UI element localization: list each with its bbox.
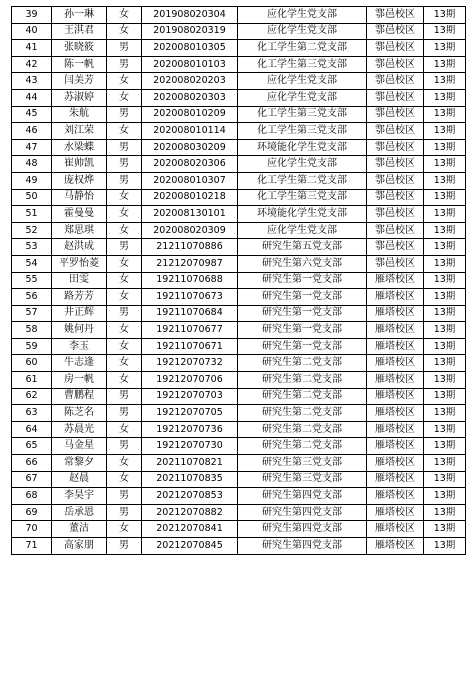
table-row [12, 338, 466, 355]
name-cell: 董洁 [52, 521, 107, 538]
student-id-cell: 202008020309 [142, 222, 238, 239]
row-number-cell: 62 [12, 388, 52, 405]
campus-cell: 鄠邑校区 [367, 239, 424, 256]
student-id-cell: 19212070703 [142, 388, 238, 405]
table-row [12, 106, 466, 123]
campus-cell: 鄠邑校区 [367, 106, 424, 123]
row-number-cell: 66 [12, 455, 52, 472]
student-id-cell: 202008130101 [142, 206, 238, 223]
table-row [12, 521, 466, 538]
student-id-cell: 202008020306 [142, 156, 238, 173]
table-row [12, 255, 466, 272]
table-row [12, 438, 466, 455]
campus-cell: 鄠邑校区 [367, 172, 424, 189]
period-cell: 13期 [424, 106, 466, 123]
gender-cell: 女 [107, 23, 142, 40]
table-row [12, 305, 466, 322]
period-cell: 13期 [424, 471, 466, 488]
campus-cell: 雁塔校区 [367, 471, 424, 488]
period-cell: 13期 [424, 355, 466, 372]
table-row [12, 272, 466, 289]
student-id-cell: 19212070705 [142, 405, 238, 422]
student-id-cell: 202008030209 [142, 139, 238, 156]
name-cell: 崔帅凯 [52, 156, 107, 173]
period-cell: 13期 [424, 156, 466, 173]
student-id-cell: 202008010307 [142, 172, 238, 189]
party-branch-cell: 应化学生党支部 [238, 7, 367, 24]
party-branch-cell: 环境能化学生党支部 [238, 206, 367, 223]
party-branch-cell: 应化学生党支部 [238, 222, 367, 239]
period-cell: 13期 [424, 438, 466, 455]
gender-cell: 男 [107, 305, 142, 322]
name-cell: 赵洪成 [52, 239, 107, 256]
period-cell: 13期 [424, 172, 466, 189]
row-number-cell: 51 [12, 206, 52, 223]
gender-cell: 男 [107, 438, 142, 455]
party-branch-cell: 环境能化学生党支部 [238, 139, 367, 156]
party-branch-cell: 应化学生党支部 [238, 73, 367, 90]
name-cell: 李昊宇 [52, 488, 107, 505]
period-cell: 13期 [424, 305, 466, 322]
campus-cell: 雁塔校区 [367, 521, 424, 538]
period-cell: 13期 [424, 222, 466, 239]
student-id-cell: 19211070671 [142, 338, 238, 355]
table-row [12, 156, 466, 173]
party-branch-cell: 研究生第一党支部 [238, 305, 367, 322]
gender-cell: 男 [107, 156, 142, 173]
gender-cell: 女 [107, 372, 142, 389]
campus-cell: 雁塔校区 [367, 338, 424, 355]
period-cell: 13期 [424, 521, 466, 538]
table-row [12, 538, 466, 555]
campus-cell: 鄠邑校区 [367, 156, 424, 173]
party-branch-cell: 化工学生第三党支部 [238, 56, 367, 73]
table-row [12, 504, 466, 521]
party-branch-cell: 研究生第一党支部 [238, 322, 367, 339]
gender-cell: 女 [107, 272, 142, 289]
row-number-cell: 63 [12, 405, 52, 422]
name-cell: 水梁蝶 [52, 139, 107, 156]
name-cell: 闫美芳 [52, 73, 107, 90]
student-id-cell: 202008010209 [142, 106, 238, 123]
student-id-cell: 20212070845 [142, 538, 238, 555]
row-number-cell: 70 [12, 521, 52, 538]
student-id-cell: 202008010103 [142, 56, 238, 73]
period-cell: 13期 [424, 255, 466, 272]
table-row [12, 388, 466, 405]
campus-cell: 雁塔校区 [367, 388, 424, 405]
name-cell: 郑思琪 [52, 222, 107, 239]
name-cell: 马静怡 [52, 189, 107, 206]
student-id-cell: 19212070706 [142, 372, 238, 389]
name-cell: 陈芝名 [52, 405, 107, 422]
gender-cell: 男 [107, 405, 142, 422]
period-cell: 13期 [424, 322, 466, 339]
party-branch-cell: 研究生第二党支部 [238, 405, 367, 422]
student-id-cell: 201908020319 [142, 23, 238, 40]
row-number-cell: 41 [12, 40, 52, 57]
table-row [12, 455, 466, 472]
party-branch-cell: 研究生第四党支部 [238, 488, 367, 505]
table-row [12, 7, 466, 24]
gender-cell: 女 [107, 73, 142, 90]
name-cell: 李玉 [52, 338, 107, 355]
name-cell: 马金星 [52, 438, 107, 455]
period-cell: 13期 [424, 504, 466, 521]
table-row [12, 471, 466, 488]
table-row [12, 172, 466, 189]
gender-cell: 男 [107, 538, 142, 555]
party-branch-cell: 研究生第四党支部 [238, 538, 367, 555]
name-cell: 曹鹏程 [52, 388, 107, 405]
student-id-cell: 201908020304 [142, 7, 238, 24]
row-number-cell: 49 [12, 172, 52, 189]
row-number-cell: 68 [12, 488, 52, 505]
row-number-cell: 43 [12, 73, 52, 90]
row-number-cell: 60 [12, 355, 52, 372]
table-row [12, 206, 466, 223]
name-cell: 井正辉 [52, 305, 107, 322]
table-row [12, 123, 466, 140]
campus-cell: 雁塔校区 [367, 322, 424, 339]
party-branch-cell: 研究生第二党支部 [238, 421, 367, 438]
table-row [12, 239, 466, 256]
gender-cell: 男 [107, 239, 142, 256]
gender-cell: 男 [107, 106, 142, 123]
name-cell: 牛志逢 [52, 355, 107, 372]
gender-cell: 女 [107, 322, 142, 339]
name-cell: 平罗怡菱 [52, 255, 107, 272]
row-number-cell: 57 [12, 305, 52, 322]
party-branch-cell: 应化学生党支部 [238, 156, 367, 173]
row-number-cell: 45 [12, 106, 52, 123]
table-row [12, 23, 466, 40]
student-id-cell: 202008010305 [142, 40, 238, 57]
student-id-cell: 19212070732 [142, 355, 238, 372]
party-branch-cell: 研究生第一党支部 [238, 272, 367, 289]
party-branch-cell: 研究生第二党支部 [238, 388, 367, 405]
gender-cell: 男 [107, 172, 142, 189]
campus-cell: 雁塔校区 [367, 305, 424, 322]
member-table-body [12, 7, 466, 555]
party-branch-cell: 化工学生第三党支部 [238, 106, 367, 123]
gender-cell: 女 [107, 89, 142, 106]
name-cell: 庞权烨 [52, 172, 107, 189]
campus-cell: 鄠邑校区 [367, 56, 424, 73]
period-cell: 13期 [424, 538, 466, 555]
row-number-cell: 58 [12, 322, 52, 339]
period-cell: 13期 [424, 139, 466, 156]
gender-cell: 男 [107, 488, 142, 505]
row-number-cell: 42 [12, 56, 52, 73]
period-cell: 13期 [424, 189, 466, 206]
student-id-cell: 19212070730 [142, 438, 238, 455]
period-cell: 13期 [424, 388, 466, 405]
gender-cell: 女 [107, 289, 142, 306]
campus-cell: 雁塔校区 [367, 272, 424, 289]
name-cell: 常黎夕 [52, 455, 107, 472]
party-branch-cell: 研究生第二党支部 [238, 372, 367, 389]
campus-cell: 雁塔校区 [367, 421, 424, 438]
campus-cell: 雁塔校区 [367, 438, 424, 455]
gender-cell: 男 [107, 56, 142, 73]
campus-cell: 雁塔校区 [367, 355, 424, 372]
period-cell: 13期 [424, 23, 466, 40]
name-cell: 岳承恩 [52, 504, 107, 521]
table-row [12, 421, 466, 438]
student-id-cell: 202008020203 [142, 73, 238, 90]
campus-cell: 雁塔校区 [367, 538, 424, 555]
campus-cell: 鄠邑校区 [367, 139, 424, 156]
campus-cell: 雁塔校区 [367, 455, 424, 472]
student-id-cell: 202008020303 [142, 89, 238, 106]
period-cell: 13期 [424, 239, 466, 256]
party-branch-cell: 研究生第四党支部 [238, 504, 367, 521]
row-number-cell: 54 [12, 255, 52, 272]
period-cell: 13期 [424, 56, 466, 73]
gender-cell: 女 [107, 521, 142, 538]
name-cell: 孙一琳 [52, 7, 107, 24]
period-cell: 13期 [424, 7, 466, 24]
gender-cell: 女 [107, 206, 142, 223]
table-row [12, 488, 466, 505]
gender-cell: 女 [107, 455, 142, 472]
party-branch-cell: 应化学生党支部 [238, 23, 367, 40]
gender-cell: 女 [107, 222, 142, 239]
party-branch-cell: 研究生第二党支部 [238, 355, 367, 372]
student-id-cell: 19211070673 [142, 289, 238, 306]
period-cell: 13期 [424, 123, 466, 140]
gender-cell: 女 [107, 338, 142, 355]
party-branch-cell: 研究生第三党支部 [238, 455, 367, 472]
campus-cell: 鄠邑校区 [367, 222, 424, 239]
period-cell: 13期 [424, 405, 466, 422]
student-id-cell: 21211070886 [142, 239, 238, 256]
student-id-cell: 20212070853 [142, 488, 238, 505]
row-number-cell: 56 [12, 289, 52, 306]
student-id-cell: 19211070684 [142, 305, 238, 322]
period-cell: 13期 [424, 455, 466, 472]
period-cell: 13期 [424, 89, 466, 106]
gender-cell: 男 [107, 40, 142, 57]
table-row [12, 89, 466, 106]
campus-cell: 鄠邑校区 [367, 123, 424, 140]
period-cell: 13期 [424, 206, 466, 223]
student-id-cell: 20211070821 [142, 455, 238, 472]
campus-cell: 鄠邑校区 [367, 89, 424, 106]
campus-cell: 雁塔校区 [367, 289, 424, 306]
gender-cell: 女 [107, 7, 142, 24]
campus-cell: 鄠邑校区 [367, 73, 424, 90]
gender-cell: 女 [107, 255, 142, 272]
name-cell: 赵晨 [52, 471, 107, 488]
gender-cell: 女 [107, 123, 142, 140]
gender-cell: 女 [107, 471, 142, 488]
table-row [12, 139, 466, 156]
name-cell: 姚何丹 [52, 322, 107, 339]
row-number-cell: 46 [12, 123, 52, 140]
campus-cell: 鄠邑校区 [367, 189, 424, 206]
name-cell: 陈一帆 [52, 56, 107, 73]
student-id-cell: 202008010114 [142, 123, 238, 140]
row-number-cell: 52 [12, 222, 52, 239]
student-id-cell: 19212070736 [142, 421, 238, 438]
row-number-cell: 47 [12, 139, 52, 156]
table-row [12, 405, 466, 422]
row-number-cell: 64 [12, 421, 52, 438]
party-branch-cell: 化工学生第二党支部 [238, 40, 367, 57]
row-number-cell: 55 [12, 272, 52, 289]
campus-cell: 鄠邑校区 [367, 7, 424, 24]
table-row [12, 40, 466, 57]
gender-cell: 男 [107, 139, 142, 156]
name-cell: 苏淑婷 [52, 89, 107, 106]
name-cell: 张晓筱 [52, 40, 107, 57]
row-number-cell: 50 [12, 189, 52, 206]
table-row [12, 189, 466, 206]
table-row [12, 289, 466, 306]
table-row [12, 372, 466, 389]
party-branch-cell: 研究生第五党支部 [238, 239, 367, 256]
period-cell: 13期 [424, 289, 466, 306]
student-id-cell: 202008010218 [142, 189, 238, 206]
campus-cell: 鄠邑校区 [367, 40, 424, 57]
name-cell: 刘江荣 [52, 123, 107, 140]
period-cell: 13期 [424, 421, 466, 438]
student-id-cell: 20211070835 [142, 471, 238, 488]
period-cell: 13期 [424, 40, 466, 57]
name-cell: 苏晨光 [52, 421, 107, 438]
student-id-cell: 20212070841 [142, 521, 238, 538]
period-cell: 13期 [424, 338, 466, 355]
party-branch-cell: 研究生第六党支部 [238, 255, 367, 272]
party-branch-cell: 研究生第一党支部 [238, 289, 367, 306]
student-id-cell: 19211070688 [142, 272, 238, 289]
name-cell: 霍曼曼 [52, 206, 107, 223]
campus-cell: 雁塔校区 [367, 405, 424, 422]
period-cell: 13期 [424, 488, 466, 505]
gender-cell: 女 [107, 189, 142, 206]
party-branch-cell: 研究生第一党支部 [238, 338, 367, 355]
row-number-cell: 44 [12, 89, 52, 106]
row-number-cell: 40 [12, 23, 52, 40]
party-branch-cell: 应化学生党支部 [238, 89, 367, 106]
party-branch-cell: 化工学生第二党支部 [238, 172, 367, 189]
party-branch-cell: 研究生第二党支部 [238, 438, 367, 455]
row-number-cell: 53 [12, 239, 52, 256]
row-number-cell: 65 [12, 438, 52, 455]
row-number-cell: 61 [12, 372, 52, 389]
row-number-cell: 69 [12, 504, 52, 521]
row-number-cell: 48 [12, 156, 52, 173]
student-id-cell: 21212070987 [142, 255, 238, 272]
party-branch-cell: 研究生第三党支部 [238, 471, 367, 488]
gender-cell: 女 [107, 355, 142, 372]
name-cell: 路芳芳 [52, 289, 107, 306]
party-branch-cell: 化工学生第三党支部 [238, 123, 367, 140]
row-number-cell: 39 [12, 7, 52, 24]
table-row [12, 56, 466, 73]
row-number-cell: 67 [12, 471, 52, 488]
period-cell: 13期 [424, 73, 466, 90]
party-branch-cell: 化工学生第三党支部 [238, 189, 367, 206]
row-number-cell: 71 [12, 538, 52, 555]
name-cell: 高家朋 [52, 538, 107, 555]
gender-cell: 男 [107, 504, 142, 521]
campus-cell: 雁塔校区 [367, 504, 424, 521]
campus-cell: 鄠邑校区 [367, 255, 424, 272]
student-id-cell: 19211070677 [142, 322, 238, 339]
campus-cell: 雁塔校区 [367, 372, 424, 389]
gender-cell: 男 [107, 388, 142, 405]
gender-cell: 女 [107, 421, 142, 438]
period-cell: 13期 [424, 372, 466, 389]
student-id-cell: 20212070882 [142, 504, 238, 521]
table-row [12, 222, 466, 239]
party-branch-cell: 研究生第四党支部 [238, 521, 367, 538]
name-cell: 房一帆 [52, 372, 107, 389]
campus-cell: 鄠邑校区 [367, 206, 424, 223]
table-row [12, 355, 466, 372]
table-row [12, 322, 466, 339]
name-cell: 朱航 [52, 106, 107, 123]
campus-cell: 鄠邑校区 [367, 23, 424, 40]
period-cell: 13期 [424, 272, 466, 289]
member-table [11, 6, 466, 555]
name-cell: 王淇君 [52, 23, 107, 40]
row-number-cell: 59 [12, 338, 52, 355]
table-row [12, 73, 466, 90]
campus-cell: 雁塔校区 [367, 488, 424, 505]
name-cell: 田雯 [52, 272, 107, 289]
